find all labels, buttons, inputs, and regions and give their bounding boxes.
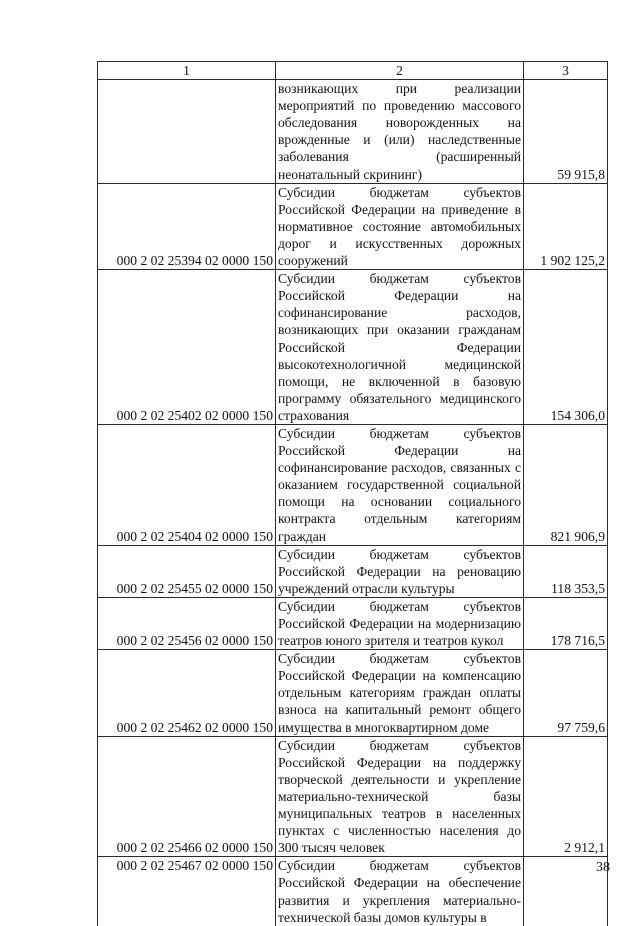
table-row: [98, 183, 608, 269]
table-row: [98, 270, 608, 425]
column-header-3: 3: [524, 62, 608, 80]
row-description: Субсидии бюджетам субъектов Российской Федерации на софинансирование расходов, возникающих при оказании гражданам Российской Федерации высокотехнологичной медицинской помощи, не включенной в базовую программу обязательного медицинского страхования: [276, 270, 524, 425]
table-header-row: [98, 62, 608, 80]
row-code: 000 2 02 25404 02 0000 150: [98, 424, 276, 545]
table-row: [98, 736, 608, 857]
row-code: 000 2 02 25462 02 0000 150: [98, 650, 276, 736]
row-amount: 59 915,8: [524, 80, 608, 184]
row-description: возникающих при реализации мероприятий по проведению массового обследования новорожденных на врожденные и (или) наследственные заболевания (расширенный неонатальный скрининг): [276, 80, 524, 184]
row-amount: 178 716,5: [524, 597, 608, 649]
table-row: [98, 545, 608, 597]
row-description: Субсидии бюджетам субъектов Российской Федерации на обеспечение развития и укрепления материально-технической базы домов культуры в: [276, 857, 524, 926]
row-code: 000 2 02 25467 02 0000 150: [98, 857, 276, 926]
row-description: Субсидии бюджетам субъектов Российской Федерации на софинансирование расходов, связанных с оказанием государственной социальной помощи на основании социального контракта отдельным категориям граждан: [276, 424, 524, 545]
row-amount: 2 912,1: [524, 736, 608, 857]
row-code: 000 2 02 25394 02 0000 150: [98, 183, 276, 269]
column-header-1: 1: [98, 62, 276, 80]
table-row: [98, 597, 608, 649]
row-description: Субсидии бюджетам субъектов Российской Федерации на реновацию учреждений отрасли культуры: [276, 545, 524, 597]
table-row: [98, 857, 608, 926]
column-header-2: 2: [276, 62, 524, 80]
row-amount: 154 306,0: [524, 270, 608, 425]
row-amount: 1 902 125,2: [524, 183, 608, 269]
table-row: [98, 424, 608, 545]
row-code: 000 2 02 25455 02 0000 150: [98, 545, 276, 597]
table-row: [98, 650, 608, 736]
row-code: [98, 80, 276, 184]
row-amount: [524, 857, 608, 926]
row-description: Субсидии бюджетам субъектов Российской Федерации на поддержку творческой деятельности и укрепление материально-технической базы муниципальных театров в населенных пунктах с численностью населения до 300 тысяч человек: [276, 736, 524, 857]
page-number: 38: [596, 860, 610, 875]
row-amount: 97 759,6: [524, 650, 608, 736]
row-description: Субсидии бюджетам субъектов Российской Федерации на приведение в нормативное состояние автомобильных дорог и искусственных дорожных сооружений: [276, 183, 524, 269]
row-code: 000 2 02 25466 02 0000 150: [98, 736, 276, 857]
budget-revenue-table: [97, 61, 608, 926]
row-description: Субсидии бюджетам субъектов Российской Федерации на компенсацию отдельным категориям граждан оплаты взноса на капитальный ремонт общего имущества в многоквартирном доме: [276, 650, 524, 736]
row-amount: 118 353,5: [524, 545, 608, 597]
row-code: 000 2 02 25402 02 0000 150: [98, 270, 276, 425]
row-amount: 821 906,9: [524, 424, 608, 545]
table-row: [98, 80, 608, 184]
row-description: Субсидии бюджетам субъектов Российской Федерации на модернизацию театров юного зрителя и театров кукол: [276, 597, 524, 649]
row-code: 000 2 02 25456 02 0000 150: [98, 597, 276, 649]
